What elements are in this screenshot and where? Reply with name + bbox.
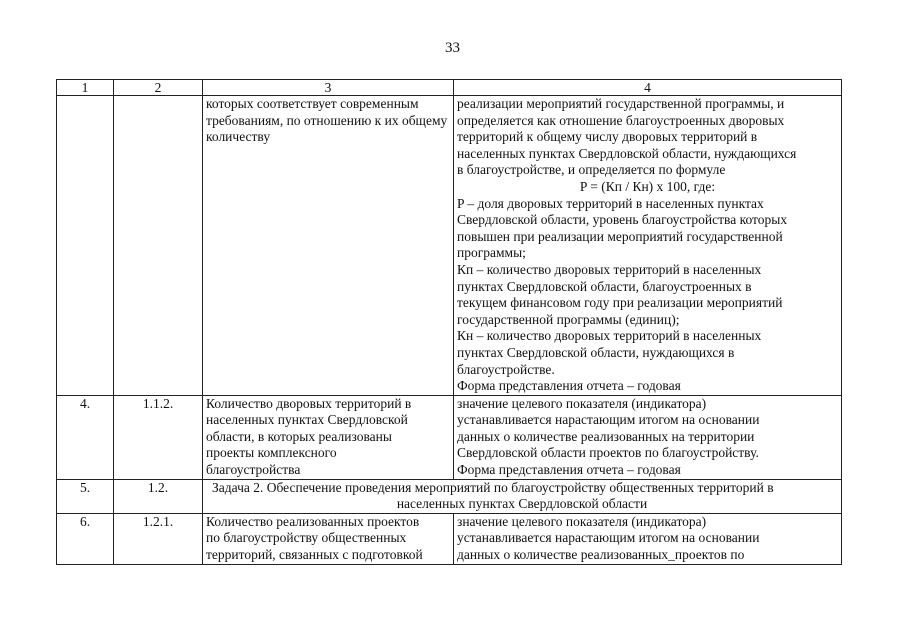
table-row-4: [57, 395, 842, 479]
method-line: населенных пунктах Свердловской области, нуждающихся: [457, 145, 797, 161]
row-code: 1.2.1.: [114, 513, 203, 564]
method-line: пунктах Свердловской области, благоустроенных в: [457, 278, 752, 294]
indicator-line: проекты комплексного: [206, 445, 337, 461]
cell-method: [454, 513, 842, 564]
header-col-4: 4: [454, 80, 842, 96]
method-line: устанавливается нарастающим итогом на основании: [457, 530, 760, 546]
indicator-table: [56, 79, 842, 565]
indicator-line: Количество дворовых территорий в: [206, 395, 412, 411]
task-line: населенных пунктах Свердловской области: [396, 496, 648, 512]
row-number: 5.: [57, 479, 114, 513]
indicator-line: населенных пунктах Свердловской: [206, 412, 408, 428]
method-line: определяется как отношение благоустроенных дворовых: [457, 112, 785, 128]
page-bottom-margin: [0, 582, 905, 640]
method-line: Свердловской области проектов по благоустройству.: [457, 445, 759, 461]
header-col-1: 1: [57, 80, 114, 96]
header-col-3: 3: [203, 80, 454, 96]
page-number: 33: [445, 40, 460, 56]
task-cell: [203, 479, 842, 513]
row-code: 1.1.2.: [114, 395, 203, 479]
method-line: данных о количестве реализованных на территории: [457, 428, 755, 444]
method-line: значение целевого показателя (индикатора): [457, 395, 707, 411]
cell-method: [454, 395, 842, 479]
method-line: данных о количестве реализованных_проектов по: [457, 547, 745, 563]
cell-num: [57, 96, 114, 396]
indicator-line: территорий, связанных с подготовкой: [206, 547, 423, 563]
table-row-5: [57, 479, 842, 513]
cell-indicator: [203, 513, 454, 564]
cell-indicator: которых соответствует современным требованиям, по отношению к их общему количеству: [203, 96, 454, 396]
method-line: благоустройстве.: [457, 361, 555, 377]
table-header-row: [57, 80, 842, 96]
indicator-line: Количество реализованных проектов: [206, 513, 420, 529]
task-line: Задача 2. Обеспечение проведения мероприятий по благоустройству общественных территорий в: [212, 479, 774, 495]
indicator-line: области, в которых реализованы: [206, 428, 392, 444]
method-line: P – доля дворовых территорий в населенных пунктах: [457, 195, 764, 211]
method-line: устанавливается нарастающим итогом на основании: [457, 412, 760, 428]
formula: P = (Кп / Кн) x 100, где:: [579, 178, 716, 194]
cell-indicator: [203, 395, 454, 479]
method-line: повышен при реализации мероприятий государственной: [457, 228, 783, 244]
indicator-line: благоустройства: [206, 462, 301, 478]
table-row-continuation: [57, 96, 842, 396]
method-line: реализации мероприятий государственной программы, и: [457, 96, 785, 111]
report-form: Форма представления отчета – годовая: [457, 462, 681, 478]
row-number: 6.: [57, 513, 114, 564]
method-line: Свердловской области, уровень благоустройства которых: [457, 212, 788, 228]
row-number: 4.: [57, 395, 114, 479]
method-line: территорий к общему числу дворовых территорий в: [457, 129, 758, 145]
method-line: в благоустройстве, и определяется по формуле: [457, 162, 726, 178]
cell-code: [114, 96, 203, 396]
header-col-2: 2: [114, 80, 203, 96]
method-line: значение целевого показателя (индикатора): [457, 513, 707, 529]
cell-method: [454, 96, 842, 396]
method-line: пунктах Свердловской области, нуждающихся в: [457, 344, 735, 360]
method-line: Кп – количество дворовых территорий в населенных: [457, 261, 762, 277]
table-row-6: [57, 513, 842, 564]
method-line: государственной программы (единиц);: [457, 311, 680, 327]
report-form: Форма представления отчета – годовая: [457, 378, 681, 394]
row-code: 1.2.: [114, 479, 203, 513]
method-line: программы;: [457, 245, 526, 261]
method-line: Кн – количество дворовых территорий в населенных: [457, 328, 762, 344]
indicator-line: по благоустройству общественных: [206, 530, 407, 546]
method-line: текущем финансовом году при реализации мероприятий: [457, 295, 783, 311]
